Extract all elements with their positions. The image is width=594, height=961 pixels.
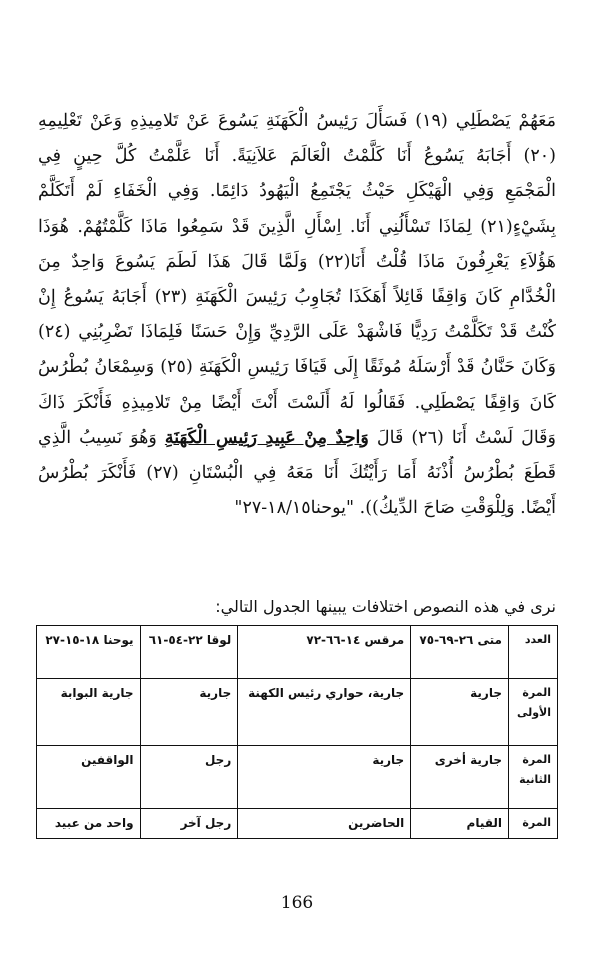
passage-line: أَيْضًا. وَلِلْوَقْتِ صَاحَ الدِّيكُ)). "يوحنا١٨/١٥-٢٧" (234, 498, 556, 519)
row-label: المرة الأولى (509, 679, 558, 746)
passage-segment: وَقَالَ لَسْتُ أَنَا (٢٦) قَالَ (376, 427, 556, 448)
table-row (37, 679, 558, 746)
table-cell: جارية أخرى (411, 746, 509, 809)
passage-line: كُنْتُ قَدْ تَكَلَّمْتُ رَدِيًّا فَاشْهَدْ عَلَى الرَّدِيِّ وَإِنْ حَسَنًا فَلِمَاذَا تَضْرِبُنِي (٢٤) (38, 322, 556, 343)
table-cell: الواقفين (37, 746, 141, 809)
passage-line: بِشَيْءٍ(٢١) لِمَاذَا تَسْأَلُنِي أَنَا. اِسْأَلِ الَّذِينَ قَدْ سَمِعُوا مَاذَا كَلَّمْتُهُمْ. هُوَذَا (38, 216, 556, 237)
passage-line: مَعَهُمْ يَصْطَلِي (١٩) فَسَأَلَ رَئِيسُ الْكَهَنَةِ يَسُوعَ عَنْ تَلامِيذِهِ وَعَنْ تَعْلِيمِهِ (38, 111, 556, 131)
table-cell: جارية، حواري رئيس الكهنة (238, 679, 411, 746)
row-label: المرة (509, 809, 558, 839)
passage-line: الْخُدَّامِ كَانَ وَاقِفًا قَائِلاً أَهَكَذَا تُجَاوِبُ رَئِيسَ الْكَهَنَةِ (٢٣) أَجَابَهُ يَسُوعُ إِنْ (38, 286, 556, 307)
row-label: العدد (509, 626, 558, 679)
table-cell: الحاضرين (238, 809, 411, 839)
page-number: 166 (280, 893, 314, 913)
table-cell: جارية البوابة (37, 679, 141, 746)
column-header: يوحنا ١٨-١٥-٢٧ (37, 626, 141, 679)
table-row (37, 746, 558, 809)
table-cell: جارية (238, 746, 411, 809)
column-header: مرقس ١٤-٦٦-٧٢ (238, 626, 411, 679)
table-cell: القيام (411, 809, 509, 839)
passage-line: قَطَعَ بُطْرُسُ أُذْنَهُ أَمَا رَأَيْتُكَ أَنَا مَعَهُ فِي الْبُسْتَانِ (٢٧) فَأَنْكَرَ بُطْرُسُ (38, 462, 556, 483)
table-cell: رجل آخر (140, 809, 238, 839)
passage-line: (٢٠) أَجَابَهُ يَسُوعُ أَنَا كَلَّمْتُ الْعَالَمَ عَلاَنِيَةً. أَنَا عَلَّمْتُ كُلَّ حِينٍ فِي (38, 146, 556, 167)
passage-segment: وَهُوَ نَسِيبُ الَّذِي (38, 427, 157, 448)
passage-line-with-emphasis (38, 421, 556, 456)
scripture-passage (38, 104, 556, 526)
passage-line: الْمَجْمَعِ وَفِي الْهَيْكَلِ حَيْثُ يَجْتَمِعُ الْيَهُودُ دَائِمًا. وَفِي الْخَفَاءِ لَمْ أَتَكَلَّمْ (38, 181, 556, 202)
passage-line: كَانَ وَاقِفًا يَصْطَلِي. فَقَالُوا لَهُ أَلَسْتَ أَنْتَ أَيْضًا مِنْ تَلامِيذِهِ فَأَنْكَرَ ذَاكَ (38, 392, 556, 413)
emphasized-phrase: وَاحِدٌ مِنْ عَبِيدِ رَئِيسِ الْكَهَنَةِ (164, 427, 369, 448)
passage-line: وَكَانَ حَنَّانُ قَدْ أَرْسَلَهُ مُوثَقًا إِلَى قَيَافَا رَئِيسِ الْكَهَنَةِ (٢٥) وَسِمْعَانُ بُطْرُسُ (38, 357, 556, 378)
table-row (37, 809, 558, 839)
table-cell: جارية (411, 679, 509, 746)
table-cell: رجل (140, 746, 238, 809)
table-cell: واحد من عبيد (37, 809, 141, 839)
column-header: متى ٢٦-٦٩-٧٥ (411, 626, 509, 679)
row-label: المرة الثانية (509, 746, 558, 809)
table-cell: جارية (140, 679, 238, 746)
table-header-row (37, 626, 558, 679)
column-header: لوقا ٢٢-٥٤-٦١ (140, 626, 238, 679)
table-intro-text: نرى في هذه النصوص اختلافات يبينها الجدول التالي: (215, 597, 556, 616)
passage-line: هَؤُلاَءِ يَعْرِفُونَ مَاذَا قُلْتُ أَنَا(٢٢) وَلَمَّا قَالَ هَذَا لَطَمَ يَسُوعَ وَاحِدٌ مِنَ (38, 251, 556, 272)
comparison-table (36, 625, 558, 839)
